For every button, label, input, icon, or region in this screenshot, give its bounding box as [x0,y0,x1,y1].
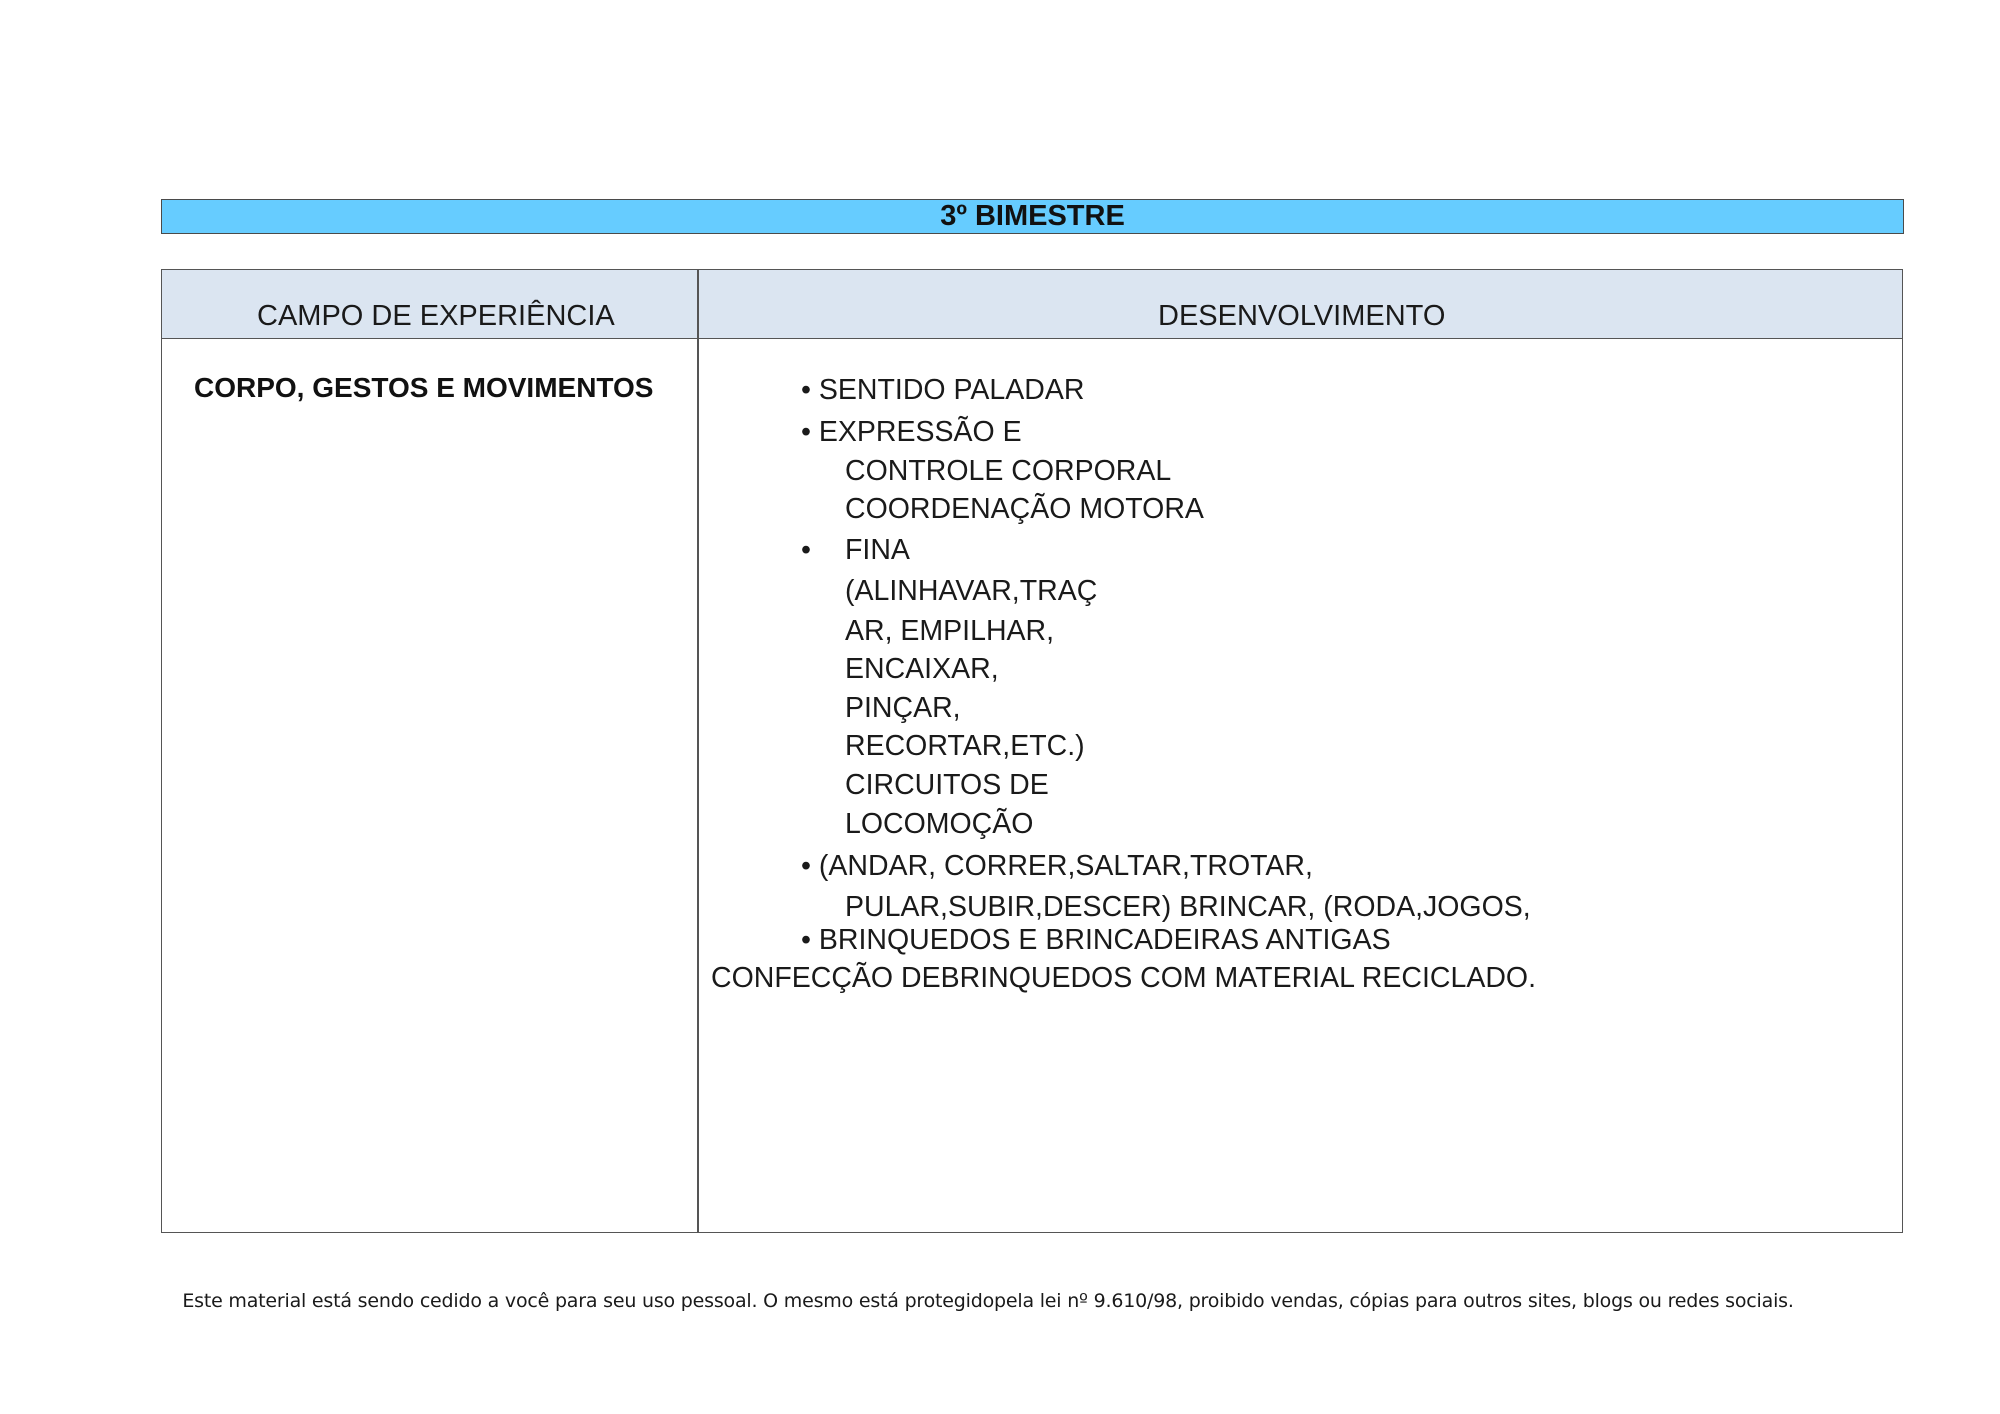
desenvolvimento-line: LOCOMOÇÃO [845,808,1034,840]
copyright-notice-text: Este material está sendo cedido a você para seu uso pessoal. O mesmo está protegidopela lei nº 9.610/98, proibido vendas, cópias para outros sites, blogs ou redes sociais. [182,1290,1794,1312]
campo-de-experiencia-value: CORPO, GESTOS E MOVIMENTOS [194,372,654,403]
desenvolvimento-line: CONFECÇÃO DEBRINQUEDOS COM MATERIAL RECICLADO. [711,962,1537,994]
desenvolvimento-line: ENCAIXAR, [845,653,999,685]
desenvolvimento-line: PULAR,SUBIR,DESCER) BRINCAR, (RODA,JOGOS, [845,891,1531,923]
desenvolvimento-line: • BRINQUEDOS E BRINCADEIRAS ANTIGAS [801,924,1391,956]
copyright-notice [0,1289,2000,1313]
desenvolvimento-line: • SENTIDO PALADAR [801,374,1085,406]
bullet-marker: • [801,534,811,566]
desenvolvimento-line: CONTROLE CORPORAL [845,455,1172,487]
desenvolvimento-line: (ALINHAVAR,TRAÇ [845,575,1098,607]
desenvolvimento-line: PINÇAR, [845,692,961,724]
bimestre-title: 3º BIMESTRE [940,200,1125,232]
header-campo-de-experiencia: CAMPO DE EXPERIÊNCIA [257,300,615,332]
desenvolvimento-line: COORDENAÇÃO MOTORA [845,493,1204,525]
desenvolvimento-line: CIRCUITOS DE [845,769,1049,801]
desenvolvimento-line: RECORTAR,ETC.) [845,730,1085,762]
desenvolvimento-line: • (ANDAR, CORRER,SALTAR,TROTAR, [801,850,1313,882]
desenvolvimento-line: FINA [845,534,910,566]
bimestre-title-bar [161,199,1904,234]
desenvolvimento-line: • EXPRESSÃO E [801,416,1022,448]
planning-table [161,269,1903,1233]
column-divider [697,270,699,1232]
header-desenvolvimento: DESENVOLVIMENTO [1158,300,1446,332]
desenvolvimento-line: AR, EMPILHAR, [845,615,1055,647]
